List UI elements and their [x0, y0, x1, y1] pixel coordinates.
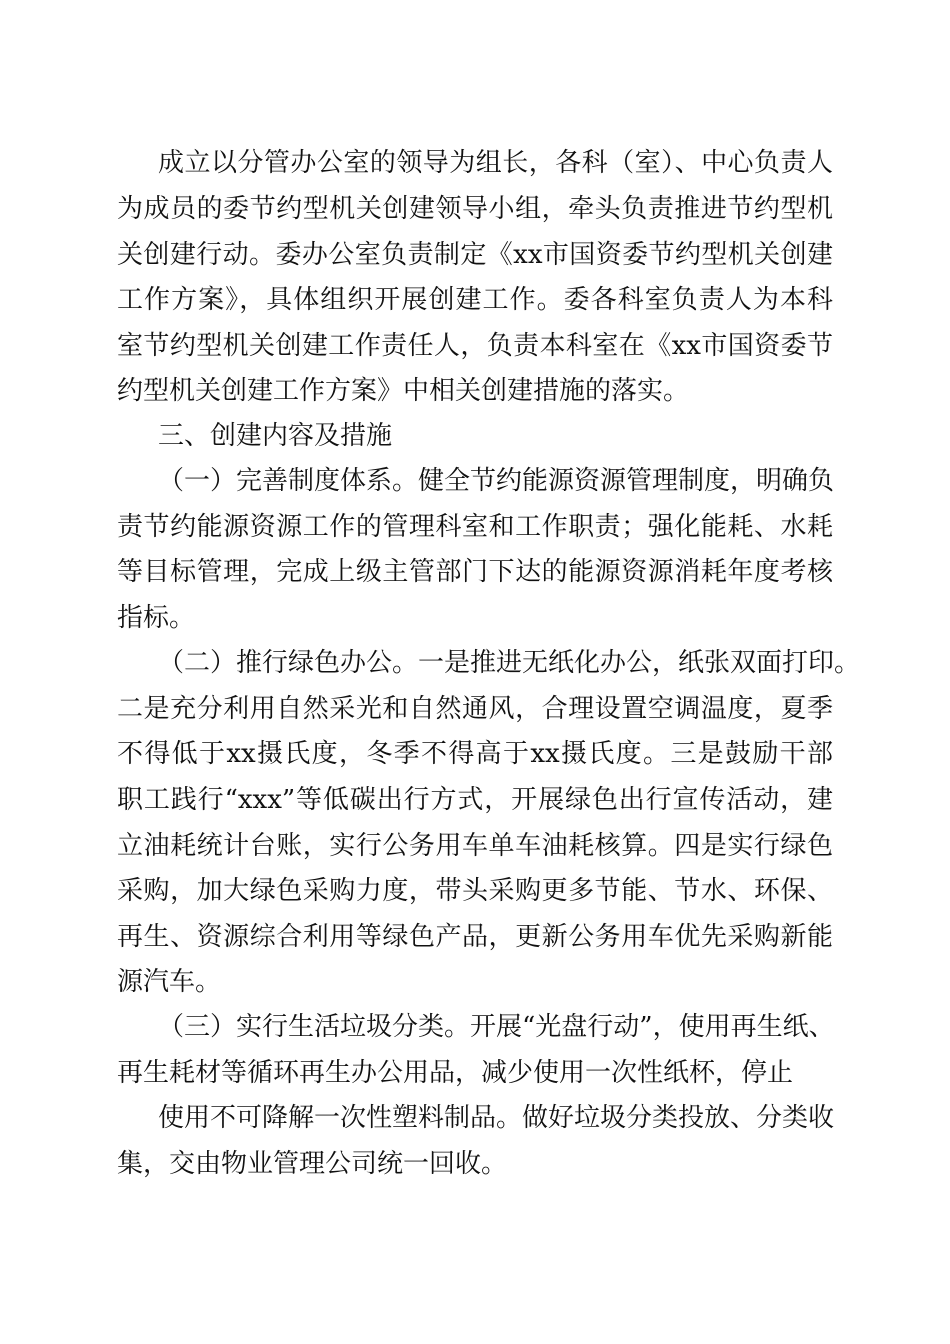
text-line: 为成员的委节约型机关创建领导小组，牵头负责推进节约型机 [117, 194, 833, 224]
text-line: 等目标管理，完成上级主管部门下达的能源资源消耗年度考核 [117, 557, 833, 587]
text-line: 不得低于xx摄氏度，冬季不得高于xx摄氏度。三是鼓励干部 [117, 739, 833, 769]
text-line: （一）完善制度体系。健全节约能源资源管理制度，明确负 [158, 466, 835, 496]
text-line: 约型机关创建工作方案》中相关创建措施的落实。 [117, 376, 690, 406]
text-line: （二）推行绿色办公。一是推进无纸化办公，纸张双面打印。 [158, 648, 861, 678]
text-line: 责节约能源资源工作的管理科室和工作职责；强化能耗、水耗 [117, 512, 833, 542]
text-line: 再生耗材等循环再生办公用品，减少使用一次性纸杯，停止 [117, 1058, 794, 1088]
text-line: 使用不可降解一次性塑料制品。做好垃圾分类投放、分类收 [158, 1103, 835, 1133]
text-line: 关创建行动。委办公室负责制定《xx市国资委节约型机关创建 [117, 240, 833, 270]
text-line: 职工践行“xxx”等低碳出行方式，开展绿色出行宣传活动，建 [117, 785, 833, 815]
text-line: 二是充分利用自然采光和自然通风，合理设置空调温度，夏季 [117, 694, 833, 724]
text-line: 工作方案》，具体组织开展创建工作。委各科室负责人为本科 [117, 285, 833, 315]
text-line: 源汽车。 [117, 967, 222, 997]
text-line: 成立以分管办公室的领导为组长，各科（室）、中心负责人 [158, 148, 833, 178]
text-line: 指标。 [117, 603, 196, 633]
text-line: 集，交由物业管理公司统一回收。 [117, 1149, 508, 1179]
section-heading: 三、创建内容及措施 [158, 421, 393, 451]
text-line: 再生、资源综合利用等绿色产品，更新公务用车优先采购新能 [117, 922, 833, 952]
text-line: 立油耗统计台账，实行公务用车单车油耗核算。四是实行绿色 [117, 831, 833, 861]
text-line: 采购，加大绿色采购力度，带头采购更多节能、节水、环保、 [117, 876, 833, 906]
text-line: （三）实行生活垃圾分类。开展“光盘行动”，使用再生纸、 [158, 1012, 835, 1042]
text-line: 室节约型机关创建工作责任人，负责本科室在《xx市国资委节 [117, 331, 833, 361]
